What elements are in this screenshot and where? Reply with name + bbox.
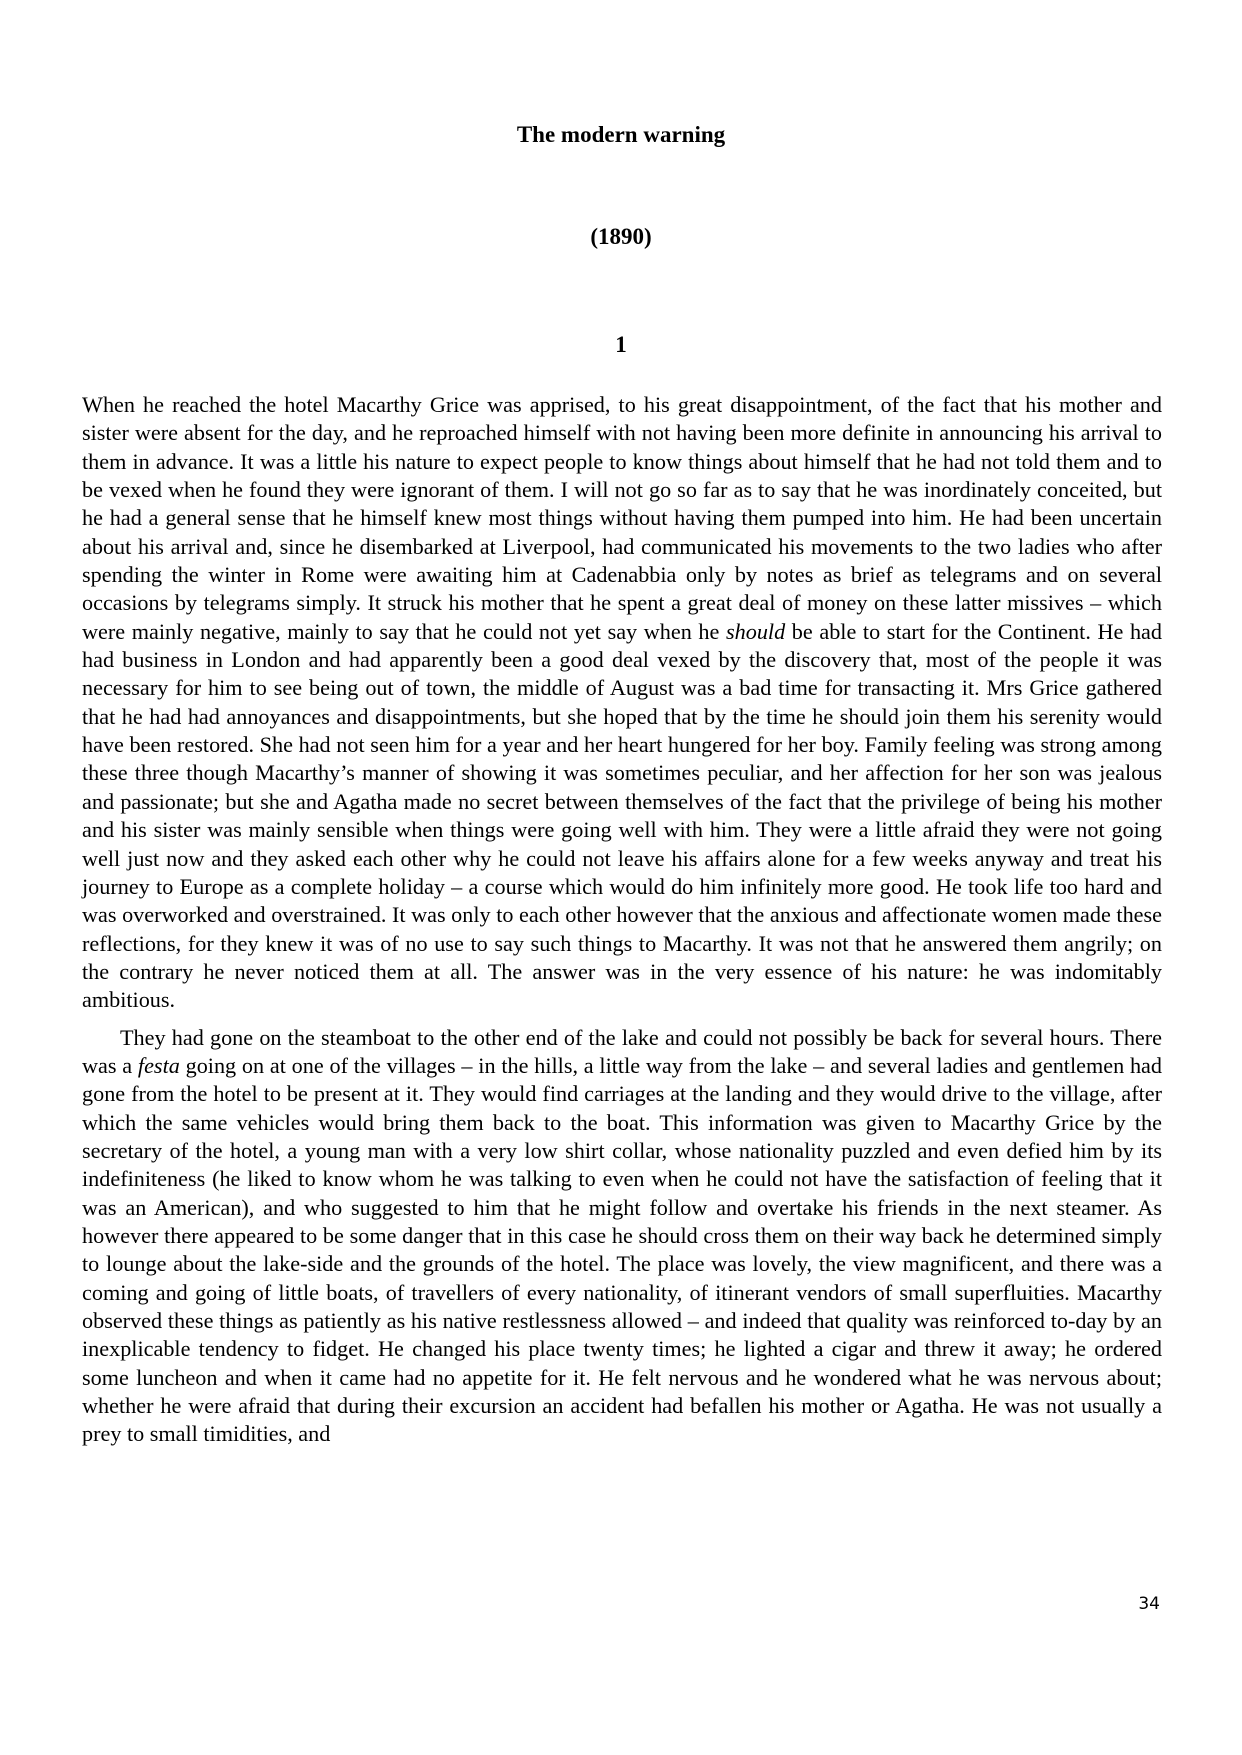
chapter-number: 1 <box>615 332 627 357</box>
paragraph-1 <box>82 391 1162 1015</box>
paragraph-1-text-a: When he reached the hotel Macarthy Grice was apprised, to his great disappointment, of the fact that his mother and sister were absent for the day, and he reproached himself with not having been more definite in announcing his arrival to them in advance. It was a little his nature to expect people to know things about himself that he had not told them and to be vexed when he found they were ignorant of them. I will not go so far as to say that he was inordinately conceited, but he had a general sense that he himself knew most things without having them pumped into him. He had been uncertain about his arrival and, since he disembarked at Liverpool, had communicated his movements to the two ladies who after spending the winter in Rome were awaiting him at Cadenabbia only by notes as brief as telegrams and on several occasions by telegrams simply. It struck his mother that he spent a great deal of money on these latter missives – which were mainly negative, mainly to say that he could not yet say when he <box>82 392 1162 644</box>
publication-year: (1890) <box>590 224 652 249</box>
body-text <box>82 391 1162 1449</box>
emphasis-should: should <box>726 618 786 644</box>
story-title: The modern warning <box>516 122 726 147</box>
paragraph-2-text-a: They had gone on the steamboat to the other end of the lake and could not possibly be back for several hours. There was a <box>82 1024 1162 1078</box>
paragraph-2 <box>82 1024 1162 1449</box>
page-number: 34 <box>1138 1594 1160 1614</box>
emphasis-festa: festa <box>137 1052 180 1078</box>
paragraph-2-text-b: going on at one of the villages – in the hills, a little way from the lake – and several ladies and gentlemen had gone from the hotel to be present at it. They would find carriages at the landing and they would drive to the village, after which the same vehicles would bring them back to the boat. This information was given to Macarthy Grice by the secretary of the hotel, a young man with a very low shirt collar, whose nationality puzzled and even defied him by its indefiniteness (he liked to know whom he was talking to even when he could not have the satisfaction of feeling that it was an American), and who suggested to him that he might follow and overtake his friends in the next steamer. As however there appeared to be some danger that in this case he should cross them on their way back he determined simply to lounge about the lake-side and the grounds of the hotel. The place was lovely, the view magnificent, and there was a coming and going of little boats, of travellers of every nationality, of itinerant vendors of small superfluities. Macarthy observed these things as patiently as his native restlessness allowed – and indeed that quality was reinforced to-day by an inexplicable tendency to fidget. He changed his place twenty times; he lighted a cigar and threw it away; he ordered some luncheon and when it came had no appetite for it. He felt nervous and he wondered what he was nervous about; whether he were afraid that during their excursion an accident had befallen his mother or Agatha. He was not usually a prey to small timidities, and <box>82 1052 1162 1447</box>
paragraph-1-text-b: be able to start for the Continent. He had had business in London and had apparently been a good deal vexed by the discovery that, most of the people it was necessary for him to see being out of town, the middle of August was a bad time for transacting it. Mrs Grice gathered that he had had annoyances and disappointments, but she hoped that by the time he should join them his serenity would have been restored. She had not seen him for a year and her heart hungered for her boy. Family feeling was strong among these three though Macarthy’s manner of showing it was sometimes peculiar, and her affection for her son was jealous and passionate; but she and Agatha made no secret between themselves of the fact that the privilege of being his mother and his sister was mainly sensible when things were going well with him. They were a little afraid they were not going well just now and they asked each other why he could not leave his affairs alone for a few weeks anyway and treat his journey to Europe as a complete holiday – a course which would do him infinitely more good. He took life too hard and was overworked and overstrained. It was only to each other however that the anxious and affectionate women made these reflections, for they knew it was of no use to say such things to Macarthy. It was not that he answered them angrily; on the contrary he never noticed them at all. The answer was in the very essence of his nature: he was indomitably ambitious. <box>82 618 1162 1013</box>
